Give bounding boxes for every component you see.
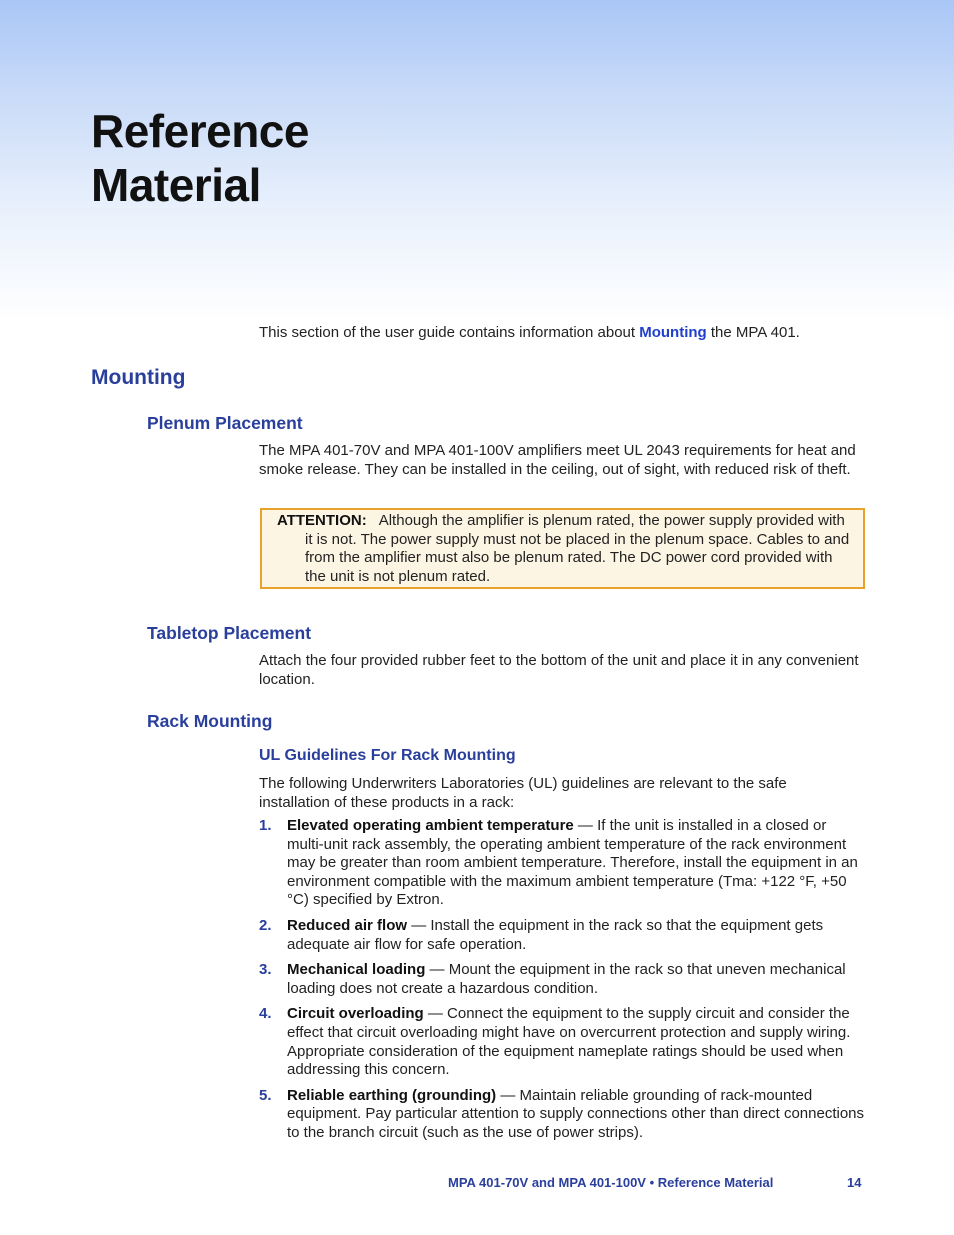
mounting-link[interactable]: Mounting [639,324,707,341]
list-item-text: — Mount the equipment in the rack so that uneven mechanical loading does not create a hazardous condition. [287,961,846,997]
page-title [91,104,309,212]
attention-text: Although the amplifier is plenum rated, the power supply provided with it is not. The power supply must not be placed in the plenum space. Cables to and from the amplifier must also be plenum rated. The DC power cord provided with the unit is not plenum rated. [305,512,850,585]
tabletop-paragraph: Attach the four provided rubber feet to the bottom of the unit and place it in any convenient location. [259,652,859,688]
intro-text-before: This section of the user guide contains information about [259,324,640,341]
list-item [259,961,865,998]
list-item-term: Reduced air flow [287,916,408,934]
page-title-line-2: Material [91,159,261,211]
list-item-number: 3. [259,961,272,979]
heading-rack-mounting: Rack Mounting [147,711,273,731]
ul-intro-paragraph: The following Underwriters Laboratories (UL) guidelines are relevant to the safe installation of these products in a rack: [259,775,787,811]
list-item-text: — Maintain reliable grounding of rack-mounted equipment. Pay particular attention to supply connections other than direct connections to the branch circuit (such as the use of power strips). [287,1086,865,1141]
list-item-number: 2. [259,916,272,934]
list-item [259,1087,865,1143]
heading-plenum-placement: Plenum Placement [147,413,303,433]
list-item-term: Reliable earthing (grounding) [287,1086,497,1104]
list-item [259,1005,865,1079]
attention-label: ATTENTION: [277,512,367,529]
page-title-line-1: Reference [91,105,309,157]
attention-paragraph [277,512,851,586]
footer-title: MPA 401-70V and MPA 401-100V • Reference Material [448,1175,774,1190]
list-item-number: 5. [259,1086,272,1104]
list-item-term: Mechanical loading [287,961,426,979]
list-item [259,817,865,910]
heading-ul-guidelines: UL Guidelines For Rack Mounting [259,747,516,764]
plenum-paragraph: The MPA 401-70V and MPA 401-100V amplifiers meet UL 2043 requirements for heat and smoke release. They can be installed in the ceiling, out of sight, with reduced risk of theft. [259,442,856,478]
ul-guidelines-list [259,817,865,1143]
heading-tabletop-placement: Tabletop Placement [147,623,312,643]
intro-paragraph [259,324,859,343]
intro-text-after: the MPA 401. [706,324,800,341]
list-item-text: — Connect the equipment to the supply circuit and consider the effect that circuit overloading might have on overcurrent protection and supply wiring. Appropriate consideration of the equipment nameplate ratings should be used when addressing this concern. [287,1005,851,1079]
footer-page-number: 14 [847,1175,862,1190]
section-heading-mounting: Mounting [91,366,186,389]
attention-box [260,508,865,589]
list-item-text: — Install the equipment in the rack so that the equipment gets adequate air flow for safe operation. [287,916,824,953]
list-item-term: Circuit overloading [287,1005,424,1023]
list-item-number: 4. [259,1005,272,1023]
list-item-term: Elevated operating ambient temperature [287,817,574,834]
list-item-number: 1. [259,817,272,834]
list-item-text: — If the unit is installed in a closed or multi-unit rack assembly, the operating ambient temperature of the rack environment may be greater than room ambient temperature. Therefore, install the equipment in an environment compatible with the maximum ambient temperature (Tma: +122 °F, +50 °C) specified by Extron. [287,817,858,909]
list-item [259,917,865,954]
